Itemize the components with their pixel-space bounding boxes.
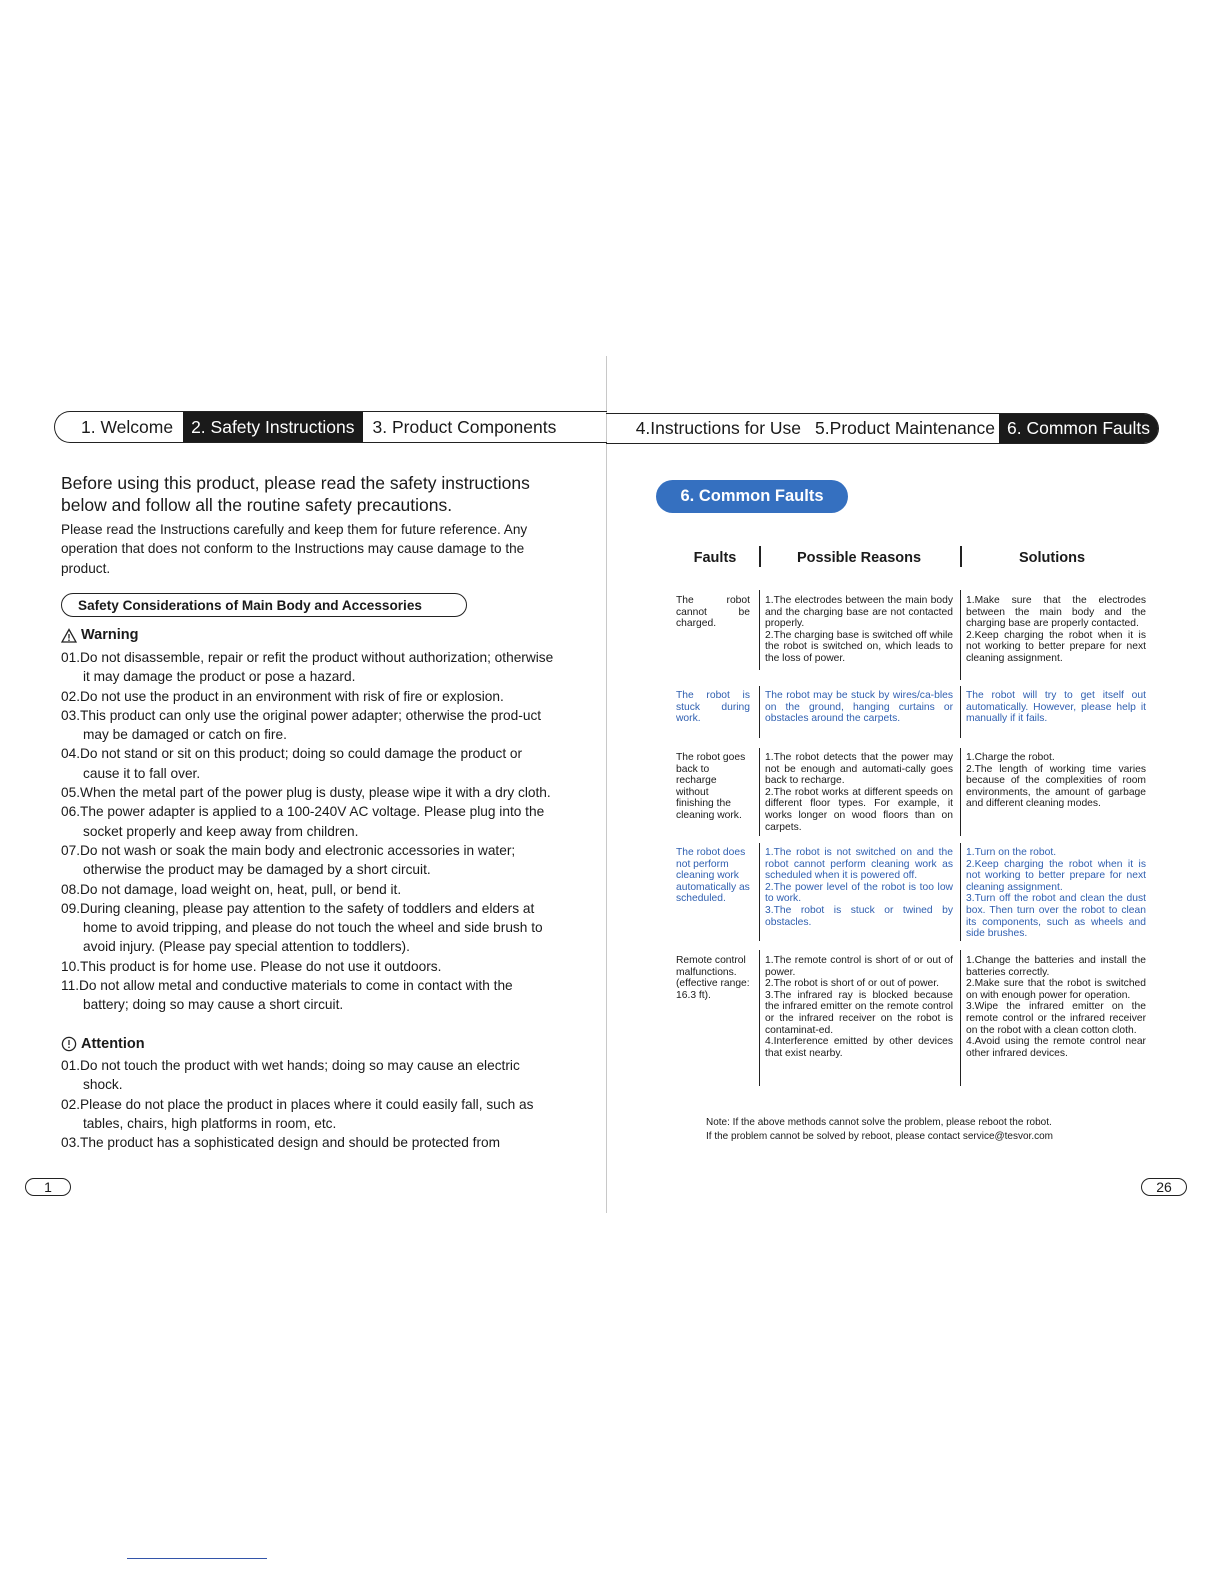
nav-bar-left bbox=[54, 411, 607, 443]
attention-list bbox=[61, 1056, 558, 1152]
warning-item: 05.When the metal part of the power plug is dusty, please wipe it with a dry cloth. bbox=[61, 785, 551, 801]
warning-list bbox=[61, 648, 558, 1015]
solution-cell: The robot will try to get itself out automatically. However, please help it manually if it fails. bbox=[966, 690, 1146, 725]
reason-cell: 1.The remote control is short of or out of power. 2.The robot is short of or out of power. 3.The infrared ray is blocked because the infrared emitter on the remote control or the infrared receiver on the robot is contaminat-ed. 4.Interference emitted by other devices that exist nearby. bbox=[765, 955, 953, 1059]
tab-safety-instructions[interactable]: 2. Safety Instructions bbox=[183, 412, 362, 442]
solution-cell: 1.Make sure that the electrodes between the main body and the charging base are properly contacted. 2.Keep charging the robot when it is not working to better prepare for next cleaning assignment. bbox=[966, 595, 1146, 664]
warning-item: 08.Do not damage, load weight on, heat, pull, or bend it. bbox=[61, 881, 402, 897]
safety-intro: Please read the Instructions carefully and keep them for future reference. Any operation that does not conform to the Instructions may cause damage to the product. bbox=[61, 522, 528, 576]
attention-circle-icon bbox=[61, 1036, 77, 1052]
attention-title: Attention bbox=[81, 1036, 145, 1052]
tab-product-maintenance[interactable]: 5.Product Maintenance bbox=[815, 418, 996, 438]
column-divider bbox=[960, 843, 961, 941]
column-divider bbox=[759, 843, 760, 941]
nav-bar-right bbox=[606, 413, 1159, 444]
warning-item: 03.This product can only use the original power adapter; otherwise the prod-uct may be damaged or catch on fire. bbox=[61, 707, 542, 743]
attention-item: 01.Do not touch the product with wet hands; doing so may cause an electric shock. bbox=[61, 1058, 520, 1093]
solution-cell: 1.Turn on the robot. 2.Keep charging the robot when it is not working to better prepare for next cleaning assignment. 3.Turn off the robot and clean the dust box. Then turn over the robot to clean its components, such as wheels and side brushes. bbox=[966, 847, 1146, 940]
page-number-right: 26 bbox=[1141, 1178, 1187, 1196]
safety-heading: Before using this product, please read the safety instructions below and follow all the routine safety precautions. bbox=[61, 473, 530, 515]
solution-cell: 1.Change the batteries and install the batteries correctly. 2.Make sure that the robot is switched on with enough power for operation. 3.Wipe the infrared emitter on the remote control or the infrared receiver on the robot with a clean cotton cloth. 4.Avoid using the remote control near other infrared devices. bbox=[966, 955, 1146, 1059]
warning-item: 02.Do not use the product in an environment with risk of fire or explosion. bbox=[61, 688, 504, 704]
fault-cell: The robot is stuck during work. bbox=[676, 690, 750, 725]
attention-heading bbox=[61, 1036, 145, 1052]
column-divider bbox=[960, 590, 961, 680]
page-number-left: 1 bbox=[25, 1178, 71, 1196]
tab-instructions-for-use[interactable]: 4.Instructions for Use bbox=[635, 418, 802, 438]
tab-common-faults[interactable]: 6. Common Faults bbox=[999, 414, 1158, 443]
column-divider bbox=[759, 686, 760, 738]
fault-cell: Remote control malfunctions. (effective range: 16.3 ft). bbox=[676, 955, 750, 1001]
attention-item: 03.The product has a sophisticated design and should be protected from bbox=[61, 1135, 501, 1151]
reason-cell: 1.The robot detects that the power may not be enough and automati-cally goes back to recharge. 2.The robot works at different speeds on different floor types. For example, it works longer on wood floors than on carpets. bbox=[765, 752, 953, 833]
fault-cell: The robot cannot be charged. bbox=[676, 595, 750, 630]
tab-welcome[interactable]: 1. Welcome bbox=[81, 416, 174, 437]
header-faults: Faults bbox=[693, 550, 737, 566]
header-solutions: Solutions bbox=[1018, 550, 1086, 566]
common-faults-title: 6. Common Faults bbox=[656, 480, 848, 513]
warning-item: 09.During cleaning, please pay attention to the safety of toddlers and elders at home to avoid tripping, and please do not touch the wheel and side brush to avoid injury. (Please pay special attention to toddlers). bbox=[61, 900, 543, 955]
section-title-pill bbox=[61, 593, 467, 617]
note-line-2: If the problem cannot be solved by reboot, please contact service@tesvor.com bbox=[706, 1131, 1054, 1142]
warning-triangle-icon bbox=[61, 628, 77, 643]
note-line-1: Note: If the above methods cannot solve the problem, please reboot the robot. bbox=[706, 1117, 1052, 1128]
warning-item: 01.Do not disassemble, repair or refit the product without authorization; otherwise it may damage the product or pose a hazard. bbox=[61, 650, 554, 685]
fault-cell: The robot does not perform cleaning work automatically as scheduled. bbox=[676, 847, 750, 905]
reason-cell: The robot may be stuck by wires/ca-bles on the ground, hanging curtains or obstacles around the carpets. bbox=[765, 690, 953, 725]
header-possible-reasons: Possible Reasons bbox=[796, 550, 922, 566]
section-title: Safety Considerations of Main Body and Accessories bbox=[78, 597, 422, 613]
attention-item: 02.Please do not place the product in places where it could easily fall, such as tables, chairs, high platforms in room, etc. bbox=[61, 1096, 534, 1131]
column-divider bbox=[960, 748, 961, 836]
tab-product-components[interactable]: 3. Product Components bbox=[372, 416, 557, 437]
header-divider bbox=[960, 546, 962, 567]
column-divider bbox=[960, 686, 961, 738]
column-divider bbox=[759, 590, 760, 670]
blue-rule bbox=[127, 1558, 267, 1559]
solution-cell: 1.Charge the robot. 2.The length of working time varies because of the complexities of room environments, the amount of garbage and different cleaning modes. bbox=[966, 752, 1146, 810]
column-divider bbox=[960, 950, 961, 1086]
reason-cell: 1.The electrodes between the main body and the charging base are not contacted properly. 2.The charging base is switched off while the robot is switched on, which leads to the loss of power. bbox=[765, 595, 953, 664]
page-fold bbox=[606, 356, 607, 1213]
warning-item: 11.Do not allow metal and conductive materials to come in contact with the battery; doing so may cause a short circuit. bbox=[61, 978, 513, 1013]
warning-item: 10.This product is for home use. Please do not use it outdoors. bbox=[61, 958, 442, 974]
warning-item: 06.The power adapter is applied to a 100-240V AC voltage. Please plug into the socket properly and keep away from children. bbox=[61, 804, 545, 839]
reboot-note bbox=[706, 1116, 1126, 1144]
header-divider bbox=[759, 546, 761, 567]
warning-item: 04.Do not stand or sit on this product; doing so could damage the product or cause it to fall over. bbox=[61, 746, 523, 781]
column-divider bbox=[759, 748, 760, 836]
warning-title: Warning bbox=[81, 627, 139, 643]
fault-cell: The robot goes back to recharge without finishing the cleaning work. bbox=[676, 752, 746, 821]
column-divider bbox=[759, 950, 760, 1086]
warning-heading bbox=[61, 627, 138, 643]
warning-item: 07.Do not wash or soak the main body and electronic accessories in water; otherwise the product may be damaged by a short circuit. bbox=[61, 842, 516, 878]
reason-cell: 1.The robot is not switched on and the robot cannot perform cleaning work as scheduled when it is powered off. 2.The power level of the robot is too low to work. 3.The robot is stuck or twined by obstacles. bbox=[765, 847, 953, 928]
